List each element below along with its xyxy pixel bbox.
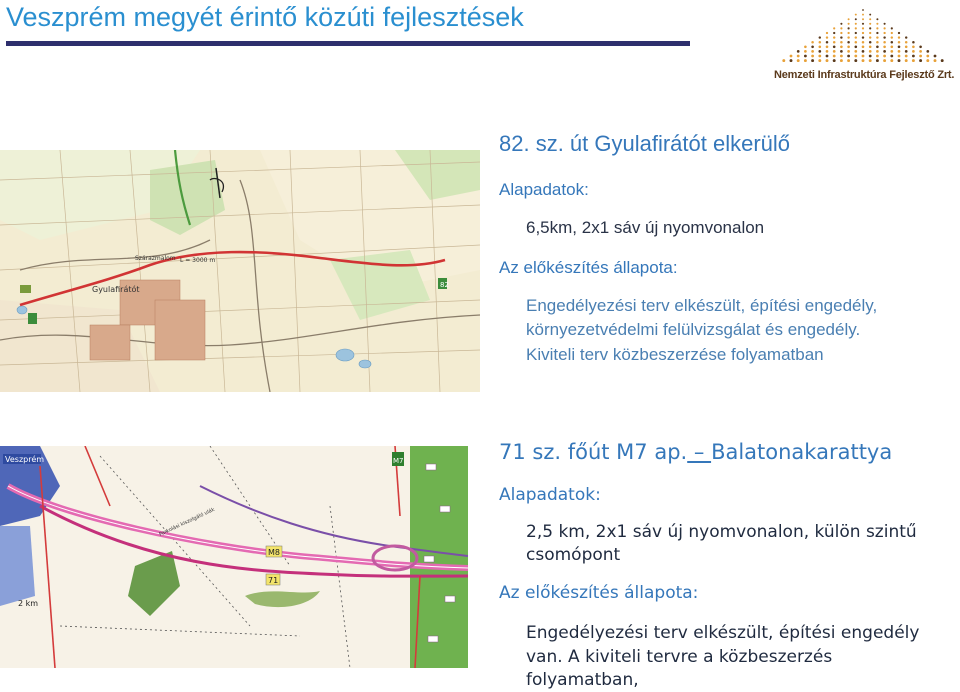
logo-dot — [905, 41, 908, 44]
logo-dot — [840, 59, 843, 62]
logo-dot — [898, 50, 901, 53]
logo-dot — [876, 55, 879, 58]
logo-dot — [833, 36, 835, 38]
logo-dot — [862, 9, 864, 11]
logo-dot — [912, 46, 915, 49]
logo-dot — [934, 59, 937, 62]
logo-dot — [891, 27, 893, 29]
logo-dot — [804, 50, 807, 53]
logo-dot — [848, 23, 850, 25]
logo-dot — [876, 59, 879, 62]
logo-dot — [840, 46, 843, 49]
logo-dot — [876, 23, 878, 25]
logo-dot — [869, 27, 871, 29]
logo-dot — [826, 36, 828, 38]
logo-dot — [862, 59, 865, 62]
logo-dot — [869, 14, 871, 16]
logo-dot — [840, 50, 843, 53]
logo-dot — [891, 46, 894, 49]
project2-status-line: Engedélyezési terv elkészült, építési engedély — [526, 623, 920, 643]
map2-label-m8: M8 — [268, 548, 280, 557]
logo-dot — [847, 50, 850, 53]
logo-dot — [898, 41, 901, 44]
logo-dot — [869, 59, 872, 62]
logo-dot — [847, 55, 850, 58]
logo-dot — [926, 55, 929, 58]
logo-dot — [797, 59, 800, 62]
logo-dot — [884, 27, 886, 29]
logo-dot — [782, 59, 785, 62]
logo-dot — [855, 36, 857, 38]
logo-dot — [919, 59, 922, 62]
logo-dot — [811, 46, 814, 49]
map1-label-town: Gyulafirátót — [92, 285, 140, 294]
logo-dot — [898, 36, 900, 38]
logo-dot — [876, 32, 878, 34]
logo-dot — [811, 59, 814, 62]
logo-dot — [905, 36, 907, 38]
map2-label-m7: M7 — [393, 457, 404, 465]
project1-title: 82. sz. út Gyulafirátót elkerülő — [499, 131, 791, 156]
logo-dot — [876, 36, 878, 38]
logo-dot — [912, 41, 915, 44]
project2-data-line: csomópont — [526, 545, 621, 565]
logo-dot — [883, 36, 885, 38]
logo-dot — [876, 27, 878, 29]
logo-dot — [919, 46, 922, 49]
logo-dot — [905, 59, 908, 62]
logo-dot — [862, 55, 865, 58]
project1-data-label: Alapadatok: — [499, 180, 589, 199]
logo-dot — [840, 55, 843, 58]
logo-dot — [826, 50, 829, 53]
logo-dot — [847, 46, 850, 49]
logo-dot — [848, 27, 850, 29]
logo-dot — [862, 14, 864, 16]
logo-dot — [790, 55, 793, 58]
logo-dot — [891, 36, 893, 38]
logo-dot — [804, 59, 807, 62]
logo-dot — [855, 18, 857, 20]
logo-dot — [883, 50, 886, 53]
logo-dot — [826, 59, 829, 62]
logo-dot — [804, 46, 807, 49]
project1-status-line: környezetvédelmi felülvizsgálat és engedély. — [526, 320, 861, 339]
logo-dot — [869, 46, 872, 49]
logo-dot — [883, 46, 886, 49]
project2-status-line: van. A kiviteli tervre a közbeszerzés — [526, 647, 833, 667]
logo-dot — [934, 55, 937, 58]
logo-dot — [847, 36, 849, 38]
logo-dot — [862, 46, 865, 49]
logo-dot — [826, 32, 828, 34]
logo-dot — [811, 41, 814, 44]
logo-dot — [898, 32, 900, 34]
logo-dot — [818, 55, 821, 58]
logo-dot — [854, 50, 857, 53]
project2-title — [499, 440, 892, 464]
map2-label-parking: Parkolási kiszolgáló ulák — [158, 506, 216, 538]
map2-label-km: 2 km — [18, 599, 39, 608]
logo-dot — [855, 23, 857, 25]
title-divider — [6, 41, 690, 46]
logo-dot — [890, 55, 893, 58]
logo-dot — [912, 59, 915, 62]
company-name: Nemzeti Infrastruktúra Fejlesztő Zrt. — [774, 69, 955, 81]
logo-dot — [848, 18, 850, 20]
logo-dot — [898, 59, 901, 62]
logo-dot — [854, 59, 857, 62]
logo-dot — [819, 41, 822, 44]
project2-data-label: Alapadatok: — [499, 485, 601, 505]
logo-dot — [840, 36, 842, 38]
map1-label-area: Szárazmalom — [135, 255, 176, 262]
project2-status-label: Az előkészítés állapota: — [499, 583, 699, 603]
project1-status-line: Kiviteli terv közbeszerzése folyamatban — [526, 345, 824, 364]
map2-label-71: 71 — [268, 576, 279, 585]
project2-title-suffix: Balatonakarattya — [711, 440, 893, 464]
logo-dot — [862, 32, 864, 34]
logo-dot — [818, 50, 821, 53]
logo-dot — [941, 59, 944, 62]
logo-dot — [862, 50, 865, 53]
logo-dot — [833, 27, 835, 29]
logo-dot — [890, 50, 893, 53]
logo-dot — [876, 18, 878, 20]
logo-dot — [891, 32, 893, 34]
logo-dot — [840, 23, 842, 25]
logo-dot — [876, 50, 879, 53]
logo-dot — [811, 55, 814, 58]
map1-label-route: 82 — [440, 281, 449, 289]
logo-dot — [898, 55, 901, 58]
logo-dot — [840, 27, 842, 29]
logo-dot — [818, 59, 821, 62]
logo-dot — [855, 46, 858, 49]
logo-dot — [833, 50, 836, 53]
logo-dot — [847, 41, 850, 44]
project1-status-label: Az előkészítés állapota: — [499, 258, 678, 277]
logo-dot — [926, 50, 929, 53]
logo-dot — [797, 55, 800, 58]
logo-dot — [883, 32, 885, 34]
project1-data-text: 6,5km, 2x1 sáv új nyomvonalon — [526, 218, 765, 237]
logo-dot — [833, 46, 836, 49]
logo-dot — [855, 32, 857, 34]
logo-dot — [833, 55, 836, 58]
logo-dot — [905, 50, 908, 53]
logo-dot — [905, 55, 908, 58]
logo-dot — [869, 41, 872, 44]
logo-dot — [826, 55, 829, 58]
project2-data-line: 2,5 km, 2x1 sáv új nyomvonalon, külön szintű — [526, 522, 917, 542]
logo-dot — [855, 14, 857, 16]
project2-status-line: folyamatban, — [526, 670, 639, 690]
logo-dot — [840, 41, 843, 44]
logo-dot — [847, 59, 850, 62]
logo-dot — [804, 55, 807, 58]
logo-dot — [912, 50, 915, 53]
logo-dot — [869, 50, 872, 53]
project2-title-prefix: 71 sz. főút M7 ap. — [499, 440, 688, 464]
logo-dot — [891, 41, 894, 44]
logo-dot — [854, 55, 857, 58]
logo-dot — [862, 41, 865, 44]
logo-dot — [855, 27, 857, 29]
logo-dot — [876, 41, 879, 44]
logo-dot — [890, 59, 893, 62]
logo-dot — [833, 41, 836, 44]
logo-dot — [898, 46, 901, 49]
logo-dot — [883, 55, 886, 58]
logo-dot — [919, 55, 922, 58]
map1-label-length: L = 3000 m — [180, 257, 216, 264]
logo-dot — [869, 55, 872, 58]
logo-dot — [811, 50, 814, 53]
project1-status-line: Engedélyezési terv elkészült, építési engedély, — [526, 296, 878, 315]
logo-dot — [926, 59, 929, 62]
logo-dot — [876, 46, 879, 49]
logo-dot — [819, 46, 822, 49]
logo-dot — [869, 18, 871, 20]
logo-dot — [790, 59, 793, 62]
logo-dot — [819, 36, 821, 38]
logo-dot — [833, 32, 835, 34]
project2-title-separator: – — [687, 440, 712, 464]
logo-dot — [855, 41, 858, 44]
logo-dot — [862, 36, 864, 38]
logo-dot — [862, 23, 864, 25]
page-title: Veszprém megyét érintő közúti fejlesztések — [6, 2, 524, 32]
map-gyulafirátót-bypass — [0, 150, 480, 392]
logo-dot — [869, 32, 871, 34]
logo-dot — [884, 23, 886, 25]
map2-label-city: Veszprém — [5, 455, 45, 464]
logo-dot — [840, 32, 842, 34]
logo-dot — [826, 46, 829, 49]
logo-dot — [869, 36, 871, 38]
logo-dot — [826, 41, 829, 44]
logo-dot — [919, 50, 922, 53]
logo-dot — [847, 32, 849, 34]
logo-dot — [833, 59, 836, 62]
logo-dot — [905, 46, 908, 49]
logo-dot — [862, 18, 864, 20]
logo-dot — [869, 23, 871, 25]
map-71-m7-interchange — [0, 446, 468, 668]
logo-dot — [862, 27, 864, 29]
logo-dot — [883, 41, 886, 44]
logo-dot — [797, 50, 800, 53]
logo-dot — [883, 59, 886, 62]
logo-dot — [912, 55, 915, 58]
